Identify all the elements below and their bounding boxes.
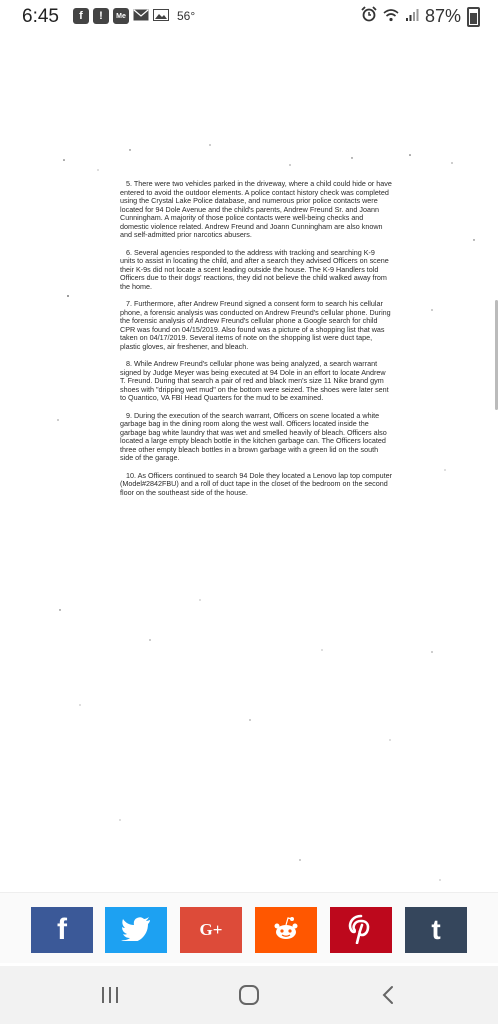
- me-icon: Me: [113, 8, 129, 24]
- google-plus-share-button[interactable]: [180, 907, 242, 953]
- battery-level: 87%: [424, 6, 461, 26]
- twitter-share-button[interactable]: [105, 907, 167, 953]
- pinterest-icon: [348, 914, 374, 947]
- signal-icon: [405, 6, 419, 27]
- paragraph-9: 9. During the execution of the search warrant, Officers on scene located a white garbage bag in the dining room along the west wall. Officers located inside the garbage bag white laundry that was wet and smelled heavily of bleach. Officers also located a large empty bleach bottle in the kitchen garbage can. The Officers located three other empty bleach bottles in a brown garbage with a green lid on the south side of the garage.: [120, 410, 387, 462]
- pinterest-share-button[interactable]: [330, 907, 392, 953]
- alert-icon: !: [93, 8, 109, 24]
- back-button[interactable]: [368, 982, 408, 1010]
- wifi-icon: [383, 6, 399, 27]
- notification-icons: [73, 8, 195, 24]
- paragraph-6: 6. Several agencies responded to the address with tracking and searching K-9 units to assist in locating the child, and after a search they advised Officers on scene their K-9s did not locate a scent leading outside the house. The K-9 Handlers told Officers due to their dogs' reactions, they did not believe the child walked away from the home.: [120, 247, 389, 291]
- facebook-share-button[interactable]: [31, 907, 93, 953]
- facebook-icon: f: [73, 8, 89, 24]
- home-button[interactable]: [229, 982, 269, 1010]
- status-time: 6:45: [22, 6, 59, 27]
- tumblr-share-button[interactable]: [405, 907, 467, 953]
- status-bar: [0, 0, 498, 34]
- paragraph-10: 10. As Officers continued to search 94 Dole they located a Lenovo lap top computer (Model#2842FBU) and a roll of duct tape in the closet of the bedroom on the second floor on the southeast side of the house.: [120, 470, 392, 497]
- facebook-icon: f: [57, 913, 67, 946]
- document-page: [120, 180, 392, 506]
- paragraph-7: 7. Furthermore, after Andrew Freund signed a consent form to search his cellular phone, a forensic analysis was conducted on Andrew Freund's cellular phone. During the forensic analysis of Andrew Freund's cellular phone a Google search for child CPR was found on 04/15/2019. Also found was a picture of a shopping list that was taken on 04/17/2019. Several items of note on the shopping list were duct tape, plastic gloves, air freshener, and bleach.: [120, 299, 391, 351]
- back-icon: [381, 985, 395, 1008]
- battery-icon: [467, 7, 480, 27]
- google-plus-icon: G+: [199, 920, 223, 939]
- system-icons: [361, 6, 480, 27]
- home-icon: [238, 984, 260, 1009]
- twitter-icon: [121, 917, 151, 944]
- paragraph-5: 5. There were two vehicles parked in the driveway, where a child could hide or have entered to avoid the outdoor elements. A police contact history check was completed using the Crystal Lake Police database, and numerous prior police contacts were located for 94 Dole Avenue and the child's parents, Andrew Freund Sr. and Joann Cunningham. A majority of those police contacts were well-being checks and domestic violence related. Andrew Freund and Joann Cunningham are also known and self-admitted prior narcotics abusers.: [120, 179, 392, 239]
- mail-icon: [133, 8, 149, 24]
- recent-apps-button[interactable]: [90, 982, 130, 1010]
- image-icon: [153, 8, 169, 24]
- temperature: 56°: [177, 9, 196, 23]
- recent-apps-icon: [100, 986, 120, 1007]
- reddit-icon: [271, 916, 301, 945]
- alarm-icon: [361, 6, 377, 27]
- tumblr-icon: t: [431, 914, 441, 945]
- navigation-bar: [0, 966, 498, 1024]
- share-bar: [0, 892, 498, 963]
- paragraph-8: 8. While Andrew Freund's cellular phone was being analyzed, a search warrant signed by Judge Meyer was being executed at 94 Dole in an effort to locate Andrew T. Freund. During that search a pair of red and black men's size 11 Nike brand gym shoes with "dripping wet mud" on the bottom were seized. The shoes were later sent to Quantico, VA FBI Head Quarters for the mud to be examined.: [120, 359, 389, 402]
- reddit-share-button[interactable]: [255, 907, 317, 953]
